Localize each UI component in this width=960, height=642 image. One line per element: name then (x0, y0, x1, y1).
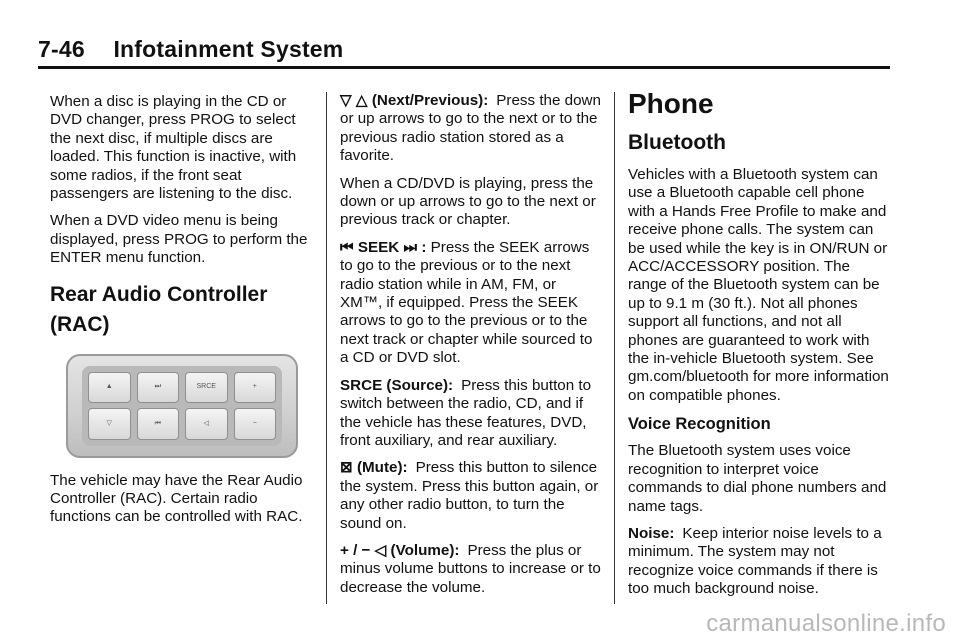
volume-icon: ◁ (370, 541, 391, 559)
paragraph-bluetooth: Vehicles with a Bluetooth system can use a Bluetooth capable cell phone with a Hands Free Profile to make and receive phone calls. The system can be used while the key is in ON/RUN or ACC/ACCESSORY position. The range of the Bluetooth system can be up to 9.1 m (30 ft.). Not all phones support all functions, and not all phones are guaranteed to work with the in-vehicle Bluetooth system. See gm.com/bluetooth for more information on compatible phones. (628, 166, 889, 404)
heading-rac: Rear Audio Controller (RAC) (50, 282, 268, 336)
page-header (38, 36, 890, 63)
page-number: 7-46 (38, 36, 85, 62)
paragraph-volume: + / − ◁ (Volume): Press the plus or minus volume buttons to increase or to decrease the volume. (340, 541, 601, 596)
section-title: Infotainment System (113, 36, 344, 62)
heading-phone: Phone (628, 88, 714, 119)
column-divider (326, 92, 327, 604)
paragraph-disc-prog: When a disc is playing in the CD or DVD changer, press PROG to select the next disc, if multiple discs are loaded. This function is inactive, with some radios, if the front seat passengers are listening to the disc. (50, 93, 297, 203)
column-2 (340, 92, 602, 606)
watermark: carmanualsonline.info (706, 610, 946, 637)
column-divider (614, 92, 615, 604)
header-rule (38, 66, 890, 69)
paragraph-dvd-menu: When a DVD video menu is being displayed, press PROG to perform the ENTER menu function. (50, 212, 308, 267)
heading-bluetooth: Bluetooth (628, 131, 726, 154)
column-3 (628, 88, 892, 608)
paragraph-cd-dvd: When a CD/DVD is playing, press the down or up arrows to go to the next or previous track or chapter. (340, 174, 596, 229)
column-1 (50, 93, 312, 536)
paragraph-seek: ⏮ SEEK ⏭ : Press the SEEK arrows to go to the previous or to the next radio station while in AM, FM, or XM™, if equipped. Press the SEEK arrows to go to the previous or to the next track or chapter while sourced to a CD or DVD slot. (340, 238, 593, 367)
paragraph-voice-recognition: The Bluetooth system uses voice recognition to interpret voice commands to dial phone numbers and name tags. (628, 442, 887, 515)
rac-srce-label: SRCE (185, 372, 228, 404)
seek-next-icon: ⏭ : (399, 238, 431, 256)
rac-controller-image: ▲ ▽ ⏭ ⏮ SRCE ◁ + − (66, 354, 298, 458)
paragraph-noise: Noise: Keep interior noise levels to a minimum. The system may not recognize voice commands if there is too much background noise. (628, 524, 882, 598)
down-up-arrows-icon: ▽ △ (340, 92, 372, 109)
paragraph-rac-intro: The vehicle may have the Rear Audio Controller (RAC). Certain radio functions can be controlled with RAC. (50, 471, 303, 526)
mute-icon: ⊠ (340, 459, 357, 477)
paragraph-mute: ⊠ (Mute): Press this button to silence the system. Press this button again, or any other radio button, to turn the sound on. (340, 459, 599, 532)
heading-voice-recognition: Voice Recognition (628, 415, 771, 434)
paragraph-srce: SRCE (Source): Press this button to switch between the radio, CD, and if the vehicle has these features, DVD, front auxiliary, and rear auxiliary. (340, 376, 592, 449)
seek-previous-icon: ⏮ (340, 238, 358, 256)
paragraph-next-previous: ▽ △ (Next/Previous): Press the down or up arrows to go to the next or to the previous radio station stored as a favorite. (340, 92, 601, 165)
